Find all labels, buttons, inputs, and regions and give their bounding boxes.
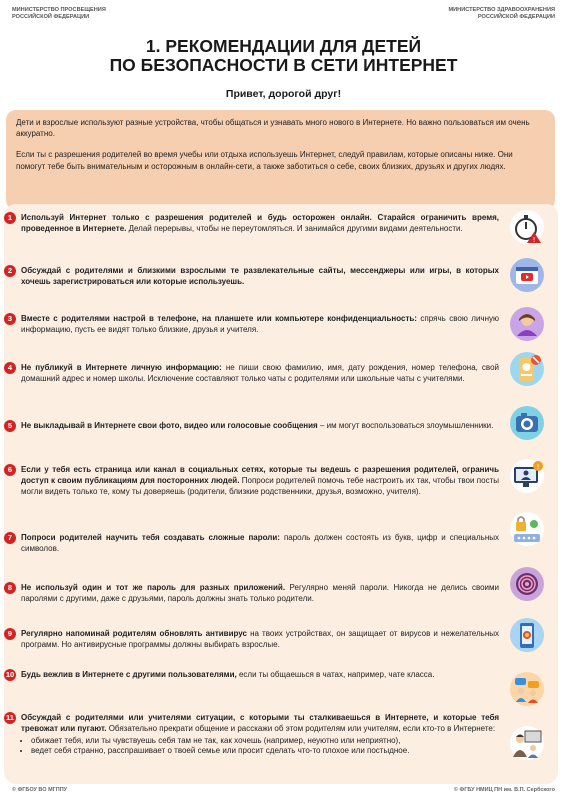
intro-paragraph: Если ты с разрешения родителей во время учебы или отдыха используешь Интернет, следуй правилам, которые описаны ниже. Они помогут тебе быть внимательным и осторожным в онлайн-сети, а также заботиться о себе, своих близких, друзьях и других людях. <box>16 150 513 171</box>
page-title <box>0 37 567 75</box>
item-text <box>21 421 499 432</box>
item-number: 2 <box>4 265 16 277</box>
item-text-bold: Регулярно напоминай родителям обновлять антивирус <box>21 629 247 638</box>
ministry-health-label <box>448 7 555 21</box>
item-text-regular: не пиши свою фамилию, имя, дату рождения, номер телефона, свой домашний адрес и номер школы. Исключение составляют только чаты с родителями или школьные чаты с учителями. <box>21 363 500 383</box>
item-text <box>21 583 499 605</box>
item-text <box>21 213 499 235</box>
phone-virus-icon <box>510 618 544 652</box>
chat-people-icon <box>510 672 544 706</box>
item-number: 11 <box>4 712 16 724</box>
item-text <box>21 629 499 651</box>
item-number: 7 <box>4 532 16 544</box>
user-profile-icon <box>510 307 544 341</box>
ministry-education-label <box>12 7 106 21</box>
item-text-regular: Делай перерывы, чтобы не переутомляться. И занимайся другими видами деятельности. <box>126 223 463 233</box>
ministry-education-line-1: МИНИСТЕРСТВО ПРОСВЕЩЕНИЯ <box>12 7 106 13</box>
id-card-blocked-icon <box>510 352 544 386</box>
item-number: 10 <box>5 670 15 679</box>
item-number: 4 <box>4 362 16 374</box>
item-number: 6 <box>4 464 16 476</box>
item-text-regular: Попроси родителей помочь тебе настроить их так, чтобы твои посты могли видеть только те, кому ты доверяешь (родители, близкие родственники, друзья, возможно, учителя). <box>21 475 499 496</box>
item-text-bold: Обсуждай с родителями и близкими взрослыми те развлекательные сайты, мессенджеры или игры, в которых хочешь зарегистрироваться или которые используешь. <box>21 266 499 286</box>
footer-right: © ФГБУ НМИЦ ПН им. В.П. Сербского <box>453 787 555 793</box>
item-number: 9 <box>4 628 16 640</box>
item-text-regular: Регулярно меняй пароли. Никогда не делись своими паролями с другими, даже с друзьями, пароль должны знать только родители. <box>21 583 499 603</box>
item-text <box>21 314 499 336</box>
intro-box <box>6 110 555 210</box>
item-text <box>21 533 499 555</box>
svg-text:!: ! <box>536 463 540 471</box>
password-lock-icon <box>510 512 544 546</box>
item-text <box>21 465 499 497</box>
page-title-line-1: 1. РЕКОМЕНДАЦИИ ДЛЯ ДЕТЕЙ <box>145 36 422 56</box>
item-text-bold: Используй Интернет только с разрешения родителей и будь осторожен онлайн. Старайся ограничить время, проведенное в Интернете. <box>21 213 499 233</box>
item-text <box>21 713 499 757</box>
bullet-item: • ведет себя странно, расспрашивает о твоей семье или просит сделать что-то плохое или постыдное. <box>31 746 499 757</box>
item-text-regular: Обязательно прекрати общение и расскажи об этом родителям или учителям, если кто-то в Интернете: <box>106 723 496 733</box>
fingerprint-icon <box>510 567 544 601</box>
ministry-education-line-2: РОССИЙСКОЙ ФЕДЕРАЦИИ <box>12 14 90 20</box>
item-text-bold: Будь вежлив в Интернете с другими пользователями, <box>21 670 237 679</box>
item-text-regular: – им могут воспользоваться злоумышленники. <box>317 421 494 430</box>
item-text-bold: Не выкладывай в Интернете свои фото, видео или голосовые сообщения <box>21 421 318 430</box>
item-number: 5 <box>4 420 16 432</box>
item-number: 3 <box>4 313 16 325</box>
item-text-regular: на твоих устройствах, он защищает от вирусов и нежелательных программ. Но антивирусные программы должны выбирать взрослые. <box>21 629 499 649</box>
item-text-bold: Если у тебя есть страница или канал в социальных сетях, которые ты ведешь с разрешения родителей, ограничь доступ к своим публикациям для посторонних людей. <box>21 465 499 485</box>
greeting: Привет, дорогой друг! <box>225 88 342 100</box>
monitor-user-warning-icon <box>510 459 544 493</box>
teacher-board-icon <box>510 726 544 760</box>
item-bullets <box>21 736 499 758</box>
ministry-health-line-2: РОССИЙСКОЙ ФЕДЕРАЦИИ <box>477 14 555 20</box>
item-text-regular: пароль должен состоять из букв, цифр и специальных символов. <box>21 533 500 553</box>
item-number: 1 <box>4 212 16 224</box>
camera-icon <box>510 406 544 440</box>
item-text-regular: если ты общаешься в чатах, например, чате класса. <box>236 670 435 679</box>
footer-left: © ФГБОУ ВО МГППУ <box>12 787 68 793</box>
bullet-item: • обижает тебя, или ты чувствуешь себя там не так, как хочешь (например, неуютно или неприятно), <box>31 736 499 747</box>
item-text <box>21 363 499 385</box>
item-text-bold: Не публикуй в Интернете личную информацию: <box>21 363 222 372</box>
ministry-health-line-1: МИНИСТЕРСТВО ЗДРАВООХРАНЕНИЯ <box>448 7 555 13</box>
svg-text:!: ! <box>532 236 536 244</box>
item-text-bold: Не используй один и тот же пароль для разных приложений. <box>21 583 286 592</box>
item-text <box>21 266 499 288</box>
item-text-bold: Вместе с родителями настрой в телефоне, на планшете или компьютере конфиденциальность: <box>21 314 417 323</box>
page-title-line-2: ПО БЕЗОПАСНОСТИ В СЕТИ ИНТЕРНЕТ <box>109 55 458 75</box>
stopwatch-warning-icon <box>510 210 544 244</box>
item-text <box>21 670 499 681</box>
item-text-bold: Попроси родителей научить тебя создавать сложные пароли: <box>21 533 280 542</box>
item-text-bold: Обсуждай с родителями или учителями ситуации, с которыми ты сталкиваешься в Интернете, и которые тебя тревожат или пугают. <box>21 713 499 733</box>
recommendations-list <box>4 204 558 784</box>
intro-paragraph: Дети и взрослые используют разные устройства, чтобы общаться и узнавать много нового в Интернете. Но важно пользоваться им очень аккуратно. <box>16 118 530 139</box>
item-text-regular: спрячь свою личную информацию, пусть ее видят только близкие, друзья и учителя. <box>21 314 500 334</box>
video-play-icon <box>510 258 544 292</box>
item-number: 8 <box>4 582 16 594</box>
